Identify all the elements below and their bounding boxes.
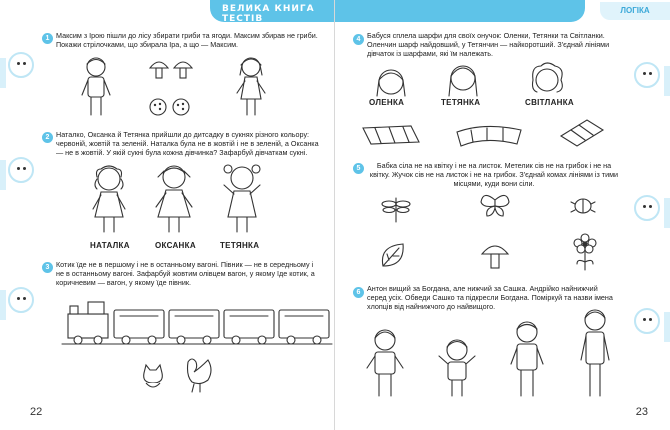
boy-figure — [437, 338, 477, 400]
flower-icon — [573, 232, 597, 272]
smiley-icon — [8, 52, 34, 78]
scarf-medium-icon — [361, 122, 421, 148]
task-number: 4 — [353, 34, 364, 45]
right-page — [335, 0, 670, 430]
beetle-icon — [571, 194, 595, 216]
task-number: 5 — [353, 163, 364, 174]
scarf-long-icon — [455, 122, 525, 148]
girl-svitlanka-face — [527, 62, 567, 100]
girl-name-label: НАТАЛКА — [90, 241, 130, 250]
side-tab — [0, 58, 6, 88]
girl-tetyanka-face — [445, 58, 481, 100]
smiley-icon — [8, 157, 34, 183]
smiley-icon — [634, 308, 660, 334]
smiley-icon — [634, 62, 660, 88]
side-tab — [664, 66, 670, 96]
scarf-short-icon — [557, 118, 607, 148]
mushrooms-icon — [148, 56, 198, 82]
girl-name-label: ТЕТЯНКА — [220, 241, 260, 250]
subject-tab: ЛОГІКА — [600, 2, 670, 20]
task-text: Максим з Ірою пішли до лісу збирати гриби та ягоди. Максим збирав не гриби. Покажи стрілочками, що збирала Іра, а що — Максим. — [56, 31, 318, 49]
girl-name-label: ТЕТЯНКА — [441, 98, 481, 107]
task-number: 1 — [42, 33, 53, 44]
boy-figure — [365, 328, 405, 400]
smiley-icon — [634, 195, 660, 221]
side-tab — [0, 160, 6, 190]
girl-olenka-face — [373, 66, 409, 100]
header-banner — [335, 0, 585, 22]
task-text: Бабуся сплела шарфи для своїх онучок: Оленки, Тетянки та Світланки. Оленчин шарф найдовший, у Тетянчин — найкоротший. З'єднай лініями дівчаток із шарфами, які їм належать. — [367, 31, 610, 58]
rooster-icon — [178, 354, 218, 394]
girl-figure — [233, 55, 273, 120]
boy-figure — [78, 55, 118, 120]
girl-oksanka-figure — [150, 163, 200, 235]
side-tab — [664, 312, 670, 342]
girl-name-label: СВІТЛАНКА — [525, 98, 574, 107]
task-text: Антон вищий за Богдана, але нижчий за Сашка. Андрійко найнижчий серед усіх. Обведи Сашко та підкресли Богдана. Поміркуй та назви імена хлопців від найнижчого до найвищого. — [367, 284, 613, 311]
butterfly-icon — [479, 192, 511, 220]
task-number: 6 — [353, 287, 364, 298]
cat-icon — [140, 363, 166, 391]
girl-tetyanka-figure — [218, 163, 268, 235]
smiley-icon — [8, 287, 34, 313]
task-number: 3 — [42, 262, 53, 273]
boy-figure — [507, 320, 547, 400]
mushroom-icon — [480, 240, 510, 272]
girl-natalka-figure — [85, 165, 135, 235]
side-tab — [0, 290, 6, 320]
boy-figure — [575, 308, 615, 400]
leaf-icon — [379, 240, 409, 270]
girl-name-label: ОЛЕНКА — [369, 98, 405, 107]
book-title: ВЕЛИКА КНИГА ТЕСТІВ — [222, 4, 315, 24]
task-text: Наталко, Оксанка й Тетянка прийшли до дитсадку в сукнях різного кольору: червоній, жовтій та зеленій. Наталка була не в жовтій і не в зеленій, а Оксанка — не в жовтій. У якій сукні була кожна дівчинка? Зафарбуй дівчаткам сукні. — [56, 130, 319, 157]
task-number: 2 — [42, 132, 53, 143]
header-banner — [210, 0, 334, 22]
task-text: Котик їде не в першому і не в останньому вагоні. Півник — не в середньому і не в останньому вагоні. Зафарбуй жовтим олівцем вагон, у якому їде котик, а коричневим — вагон, у якому їде півник. — [56, 260, 315, 287]
girl-name-label: ОКСАНКА — [155, 241, 196, 250]
page-number: 23 — [635, 406, 648, 418]
page-number: 22 — [30, 406, 43, 418]
train-illustration — [62, 300, 332, 350]
raspberries-icon — [147, 96, 197, 118]
task-text: Бабка сіла не на квітку і не на листок. Метелик сів не на грибок і не на квітку. Жучок сів не на листок і не на грибок. З'єднай комах лініями із тими місцями, куди вони сіли. — [369, 161, 619, 188]
dragonfly-icon — [381, 194, 411, 224]
side-tab — [664, 198, 670, 228]
